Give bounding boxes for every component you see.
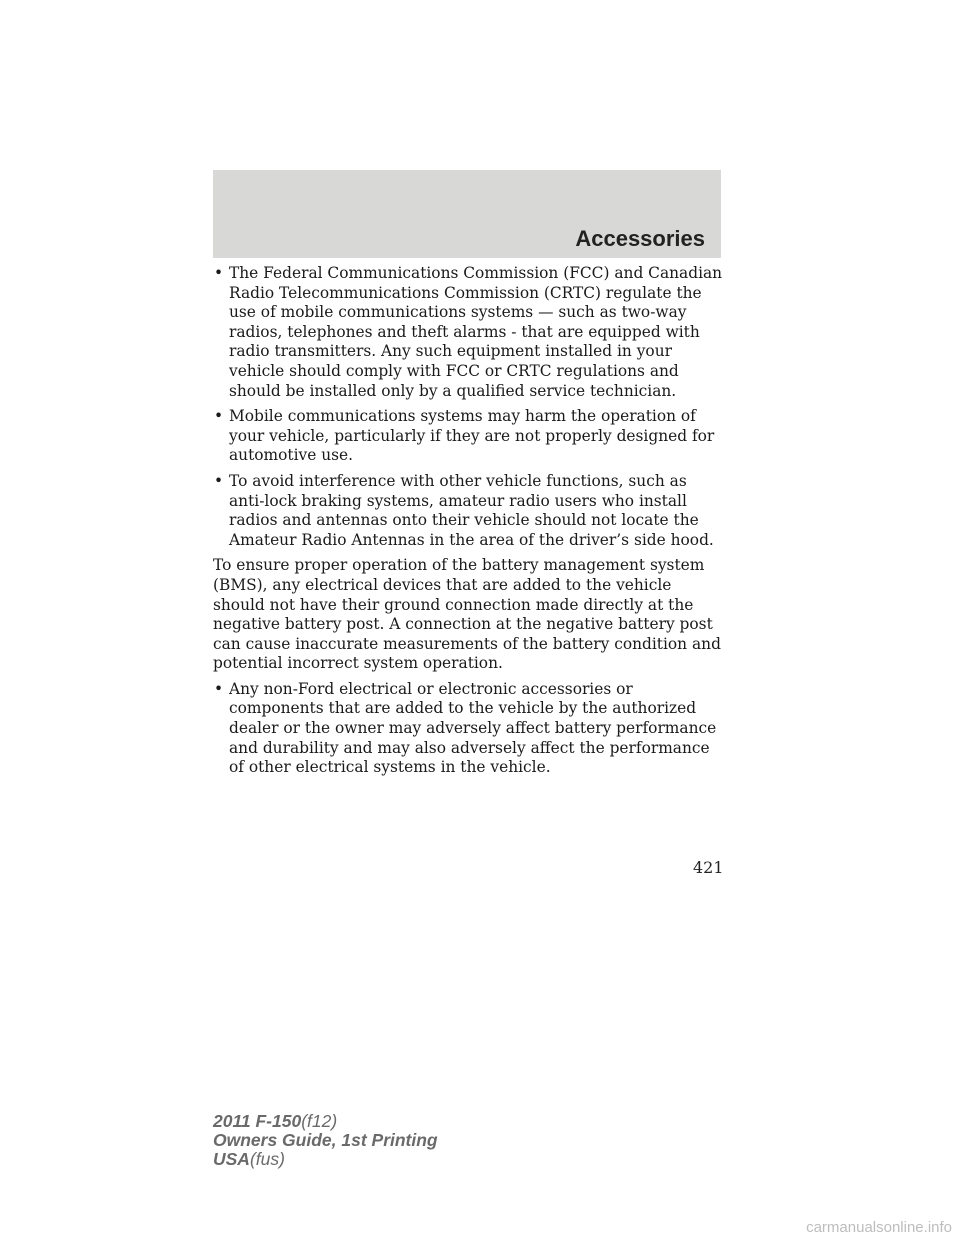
- watermark: carmanualsonline.info: [806, 1219, 952, 1236]
- bullet-dot: •: [214, 471, 224, 490]
- footer-model-code: (f12): [301, 1111, 338, 1131]
- footer-model: 2011 F-150: [213, 1111, 302, 1131]
- bullet-item: [213, 472, 723, 550]
- footer-market: USA: [213, 1149, 250, 1169]
- bullet-dot: •: [214, 407, 224, 426]
- bullet-dot: •: [214, 679, 224, 698]
- page-number: 421: [693, 858, 724, 877]
- bullet-text: Mobile communications systems may harm the operation of your vehicle, particularly if they are not properly designed for automotive use.: [229, 407, 715, 465]
- footer-line-1: [213, 1112, 438, 1131]
- bullet-item: [213, 407, 723, 466]
- section-title: Accessories: [575, 226, 705, 251]
- bullet-dot: •: [214, 264, 224, 282]
- body-paragraph: To ensure proper operation of the battery management system (BMS), any electrical devices that are added to the vehicle should not have their ground connection made directly at the negative battery post. A connection at the negative battery post can cause inaccurate measurements of the battery condition and potential incorrect system operation.: [213, 556, 721, 673]
- footer-line-2: [213, 1131, 438, 1150]
- bullet-item: [213, 264, 723, 401]
- section-header-band: [213, 170, 721, 258]
- bullet-text: The Federal Communications Commission (FCC) and Canadian Radio Telecommunications Commission (CRTC) regulate the use of mobile communications systems — such as two-way radios, telephones and theft alarms - that are equipped with radio transmitters. Any such equipment installed in your vehicle should comply with FCC or CRTC regulations and should be installed only by a qualified service technician.: [229, 264, 723, 400]
- bullet-text: Any non-Ford electrical or electronic accessories or components that are added to the vehicle by the authorized dealer or the owner may adversely affect battery performance and durability and may also adversely affect the performance of other electrical systems in the vehicle.: [229, 679, 717, 777]
- footer-edition: Owners Guide, 1st Printing: [213, 1130, 438, 1150]
- footer-market-code: (fus): [249, 1149, 285, 1169]
- bullet-text: To avoid interference with other vehicle functions, such as anti-lock braking systems, amateur radio users who install radios and antennas onto their vehicle should not locate the Amateur Radio Antennas in the area of the driver’s side hood.: [229, 471, 714, 549]
- print-footer: [213, 1112, 438, 1169]
- bullet-item: [213, 680, 723, 778]
- footer-line-3: [213, 1150, 438, 1169]
- page-content: [213, 264, 723, 784]
